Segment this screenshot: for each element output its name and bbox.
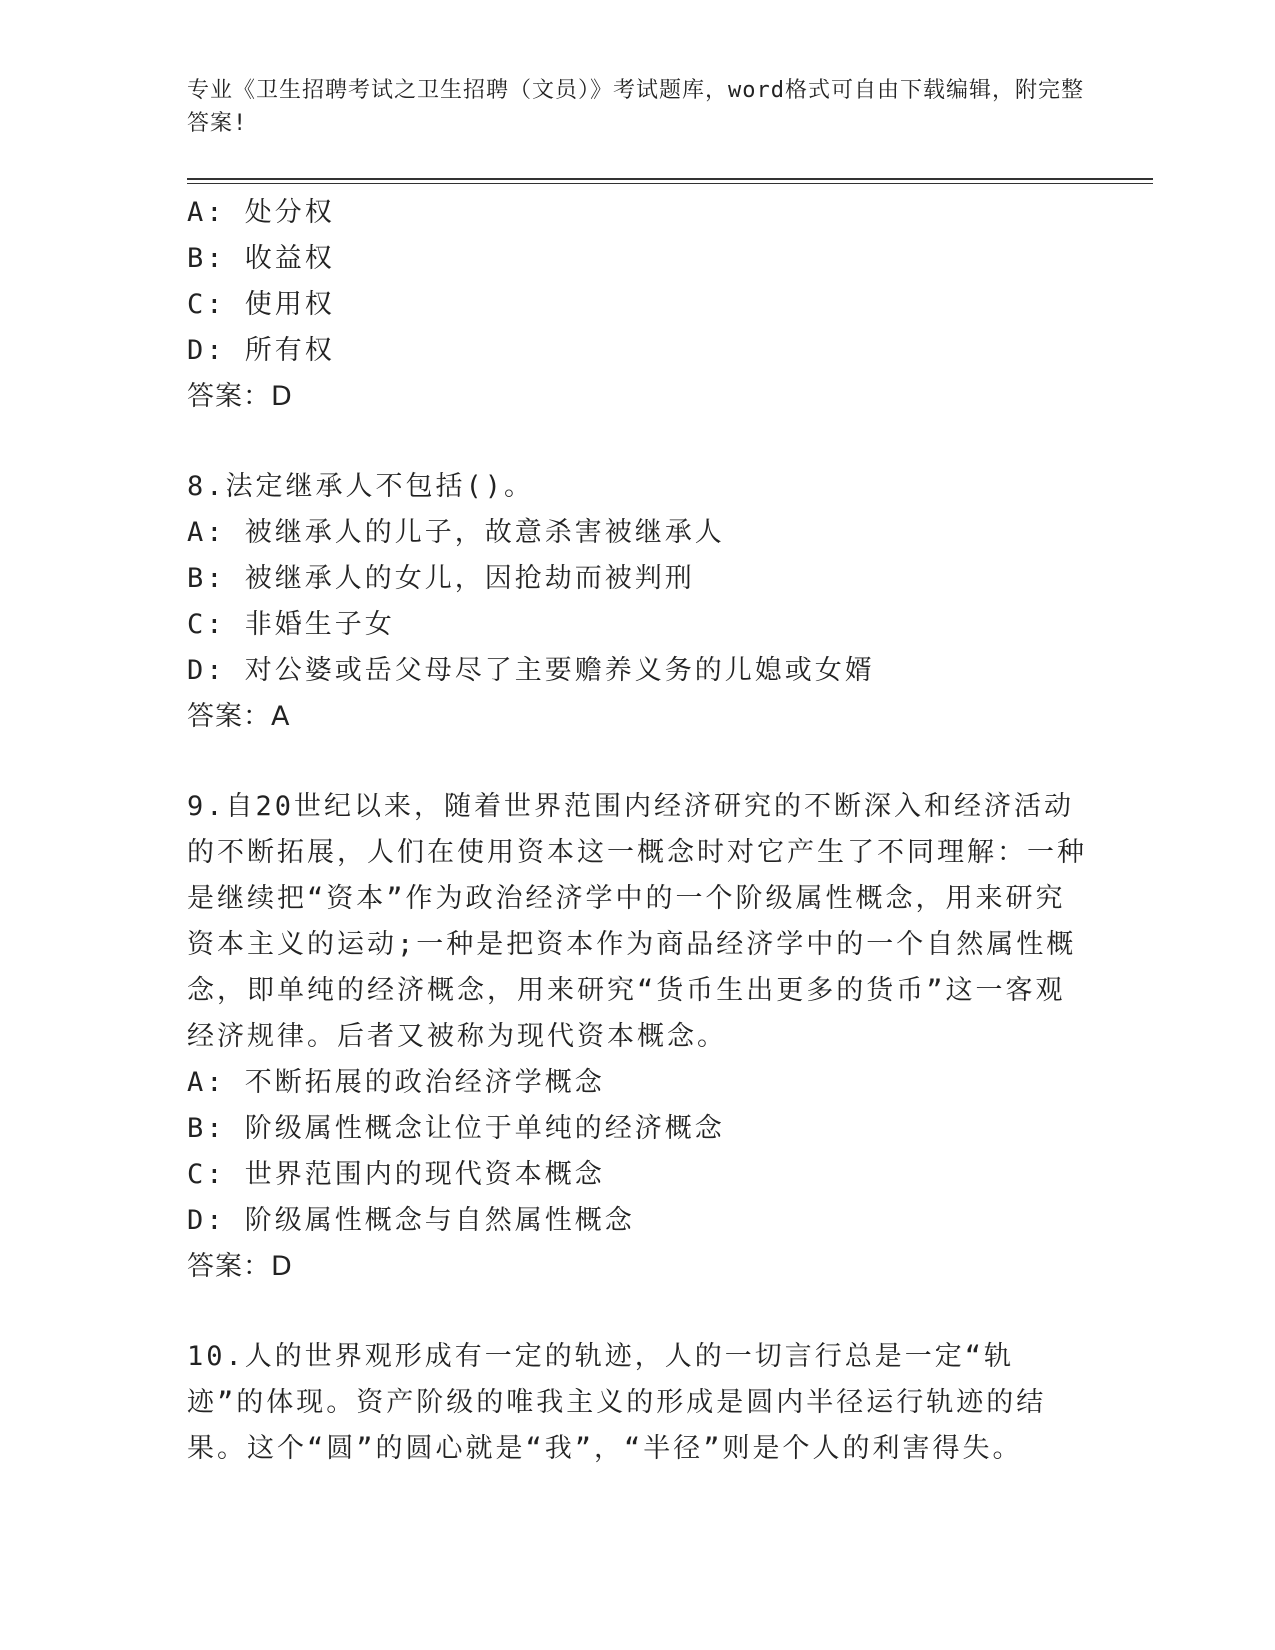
question-stem: 9.自20世纪以来，随着世界范围内经济研究的不断深入和经济活动的不断拓展，人们在使用资本这一概念时对它产生了不同理解：一种是继续把“资本”作为政治经济学中的一个阶级属性概念，用来研究资本主义的运动;一种是把资本作为商品经济学中的一个自然属性概念，即单纯的经济概念，用来研究“货币生出更多的货币”这一客观经济规律。后者又被称为现代资本概念。 xyxy=(187,791,1087,1052)
option-c: C: 使用权 xyxy=(187,289,335,320)
option-b: B: 收益权 xyxy=(187,243,335,274)
option-d: D: 对公婆或岳父母尽了主要赡养义务的儿媳或女婿 xyxy=(187,655,875,686)
question-7-continuation xyxy=(187,190,1087,420)
question-10 xyxy=(187,1334,1087,1472)
question-stem: 10.人的世界观形成有一定的轨迹，人的一切言行总是一定“轨迹”的体现。资产阶级的唯我主义的形成是圆内半径运行轨迹的结果。这个“圆”的圆心就是“我”，“半径”则是个人的利害得失。 xyxy=(187,1341,1047,1464)
option-b: B: 阶级属性概念让位于单纯的经济概念 xyxy=(187,1113,725,1144)
option-a: A: 处分权 xyxy=(187,197,335,228)
header-rule-thick xyxy=(187,178,1153,180)
option-d: D: 阶级属性概念与自然属性概念 xyxy=(187,1205,635,1236)
option-c: C: 非婚生子女 xyxy=(187,609,395,640)
option-c: C: 世界范围内的现代资本概念 xyxy=(187,1159,605,1190)
option-a: A: 被继承人的儿子，故意杀害被继承人 xyxy=(187,517,725,548)
header-rule-thin xyxy=(187,183,1153,184)
option-a: A: 不断拓展的政治经济学概念 xyxy=(187,1067,605,1098)
answer: 答案：D xyxy=(187,1251,293,1282)
question-9 xyxy=(187,784,1087,1290)
question-stem: 8.法定继承人不包括()。 xyxy=(187,471,535,502)
answer: 答案：D xyxy=(187,381,293,412)
question-8 xyxy=(187,464,1087,740)
answer: 答案：A xyxy=(187,701,291,732)
option-d: D: 所有权 xyxy=(187,335,335,366)
option-b: B: 被继承人的女儿，因抢劫而被判刑 xyxy=(187,563,695,594)
question-content xyxy=(187,190,1087,1472)
page-header: 专业《卫生招聘考试之卫生招聘（文员）》考试题库，word格式可自由下载编辑，附完整答案! xyxy=(187,78,1084,136)
